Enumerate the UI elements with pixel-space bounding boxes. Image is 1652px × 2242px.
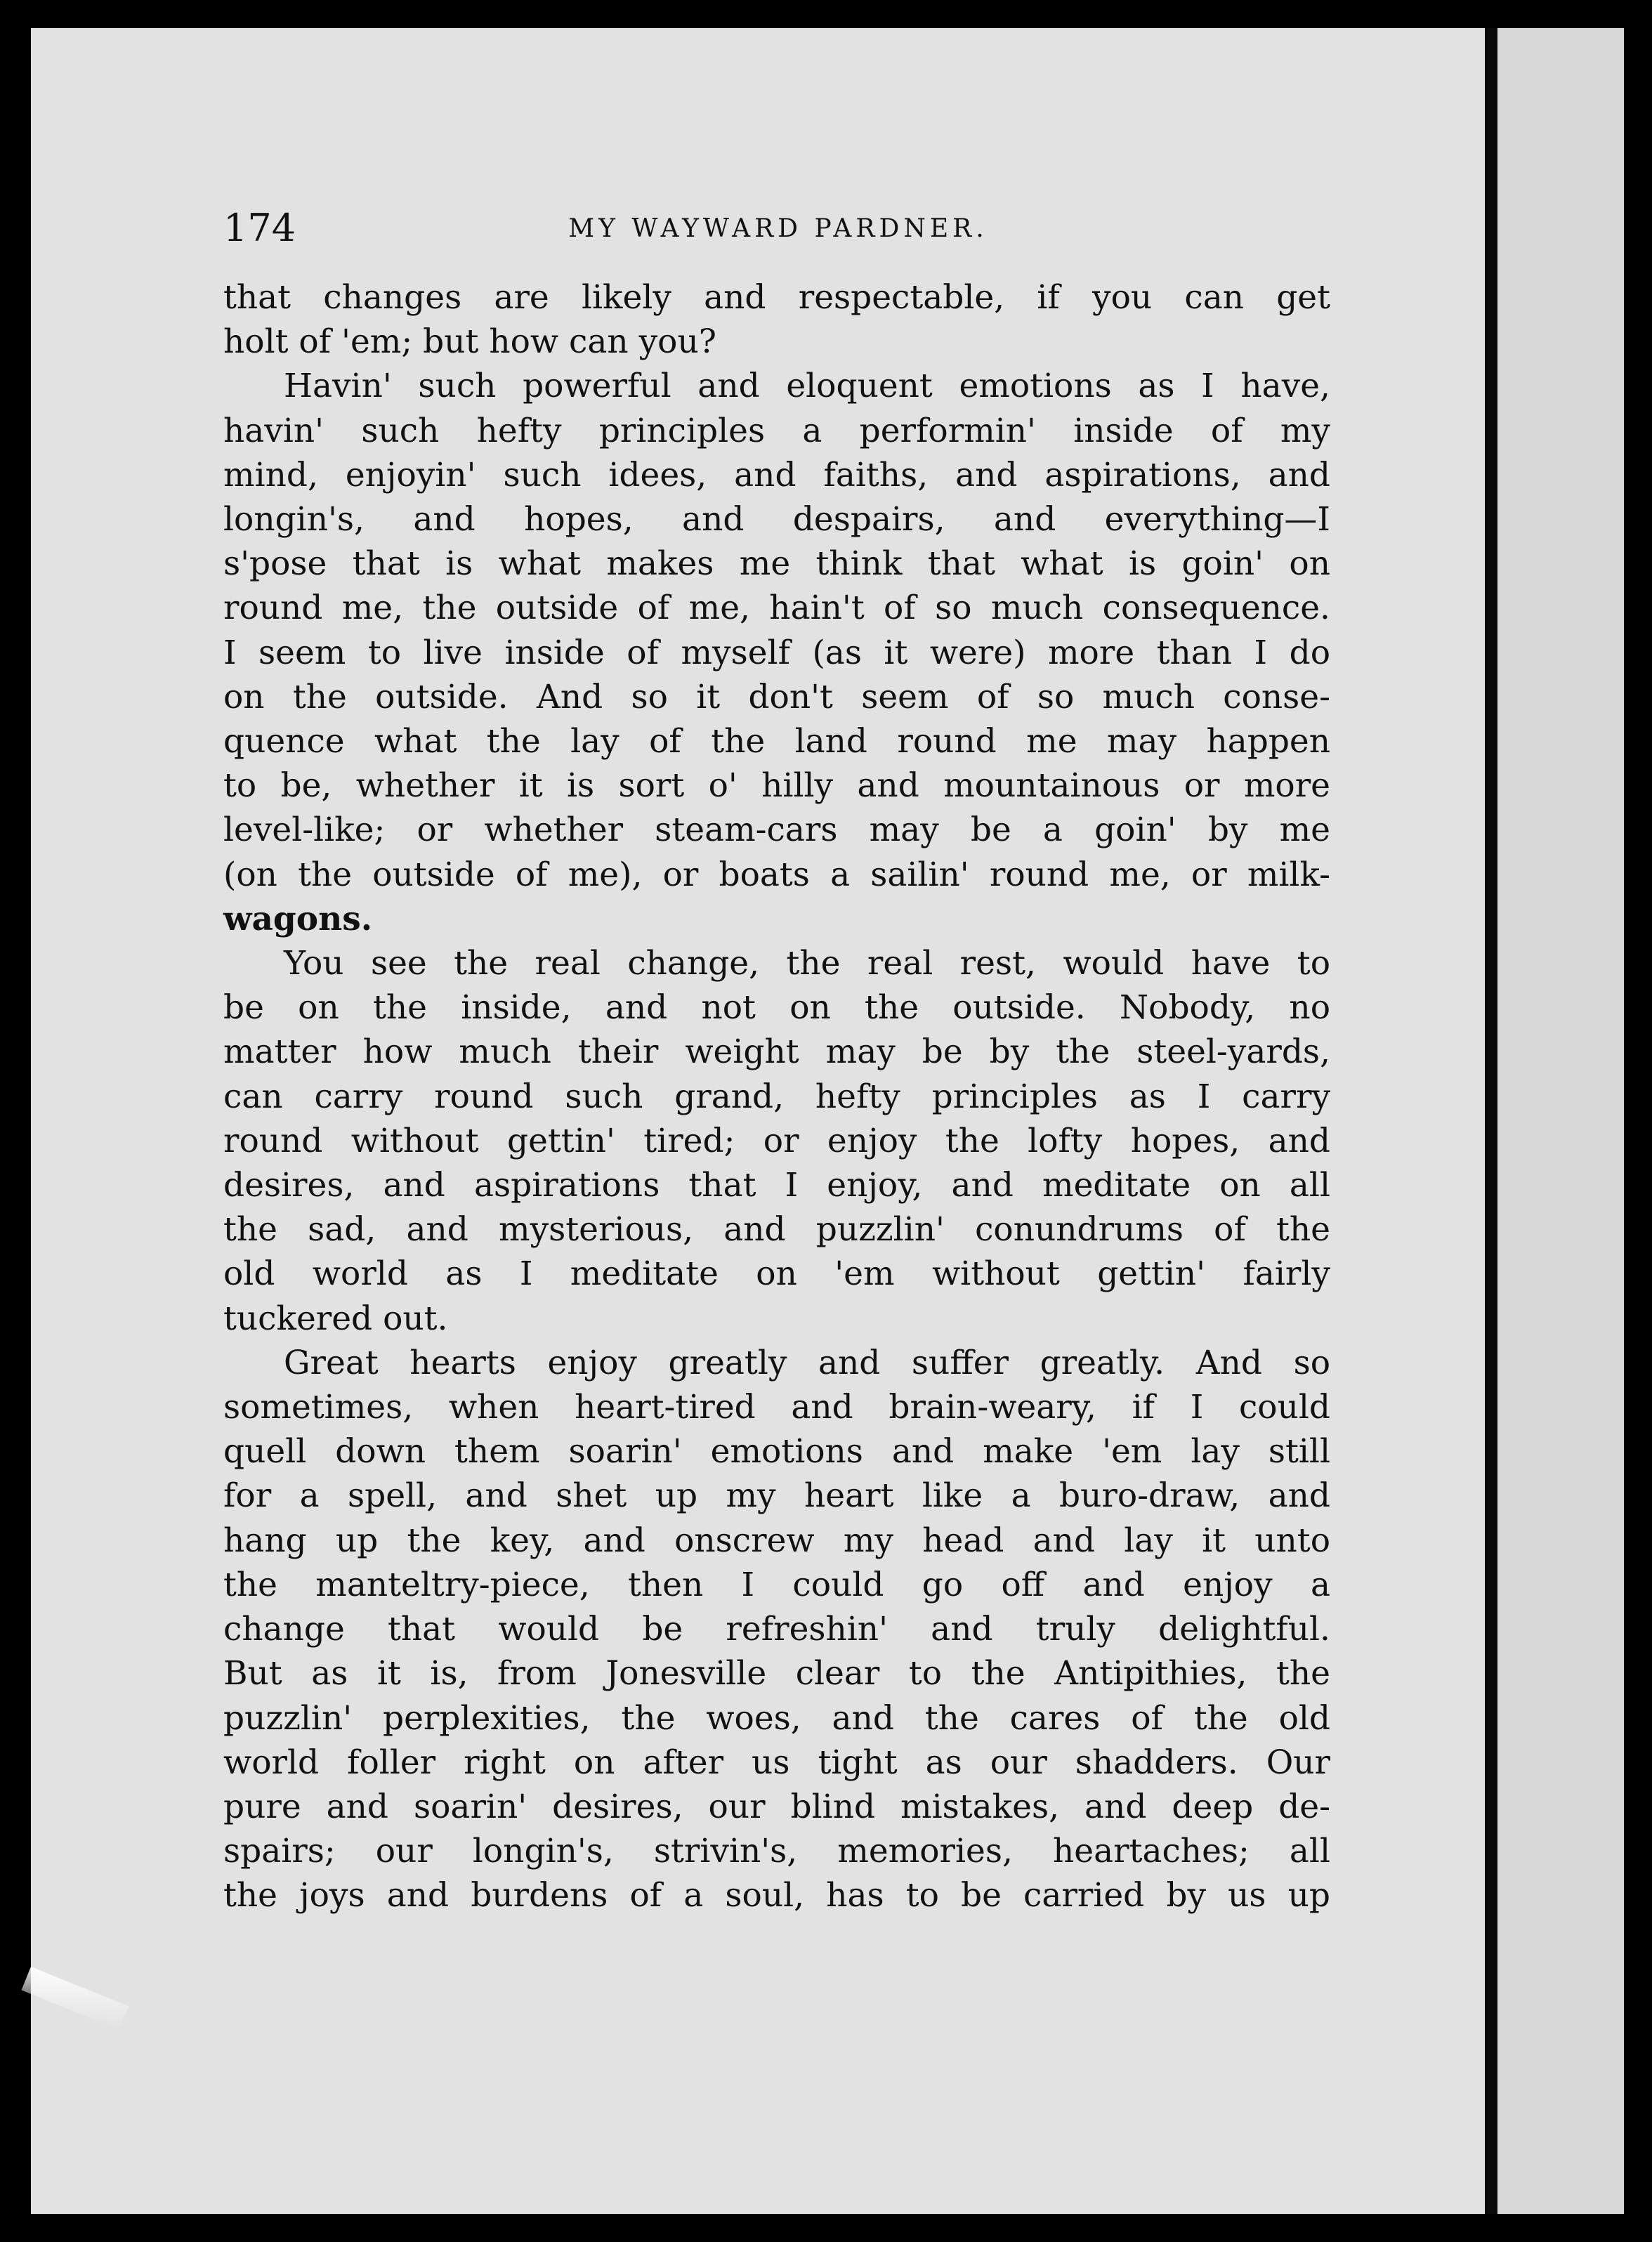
- text-line: hang up the key, and onscrew my head and lay it unto: [223, 1521, 1330, 1560]
- text-line: world foller right on after us tight as our shadders. Our: [223, 1743, 1330, 1782]
- text-line: pure and soarin' desires, our blind mistakes, and deep de-: [223, 1787, 1330, 1826]
- text-line: round me, the outside of me, hain't of so much consequence.: [223, 589, 1330, 628]
- page-number: 174: [223, 206, 296, 250]
- paragraph: [223, 275, 1330, 364]
- text-line: But as it is, from Jonesville clear to the Antipithies, the: [223, 1654, 1330, 1693]
- body-text: [223, 275, 1330, 1918]
- text-line: Great hearts enjoy greatly and suffer greatly. And so: [284, 1343, 1330, 1382]
- text-line: to be, whether it is sort o' hilly and mountainous or more: [223, 766, 1330, 806]
- paragraph: [223, 941, 1330, 1341]
- text-line: the manteltry-piece, then I could go off and enjoy a: [223, 1565, 1330, 1604]
- text-line: quell down them soarin' emotions and make 'em lay still: [223, 1432, 1330, 1471]
- text-line: spairs; our longin's, strivin's, memories, heartaches; all: [223, 1832, 1330, 1871]
- text-line: holt of 'em; but how can you?: [223, 322, 716, 362]
- text-line: (on the outside of me), or boats a sailin' round me, or milk-: [223, 855, 1330, 894]
- text-line: desires, and aspirations that I enjoy, and meditate on all: [223, 1166, 1330, 1205]
- paragraph: [223, 1341, 1330, 1918]
- text-line: can carry round such grand, hefty principles as I carry: [223, 1077, 1330, 1116]
- text-line: change that would be refreshin' and truly delightful.: [223, 1610, 1330, 1649]
- text-line: puzzlin' perplexities, the woes, and the cares of the old: [223, 1698, 1330, 1738]
- running-head: MY WAYWARD PARDNER.: [568, 214, 988, 243]
- text-line: level-like; or whether steam-cars may be a goin' by me: [223, 811, 1330, 850]
- text-line: be on the inside, and not on the outside. Nobody, no: [223, 988, 1330, 1028]
- text-line: Havin' such powerful and eloquent emotions as I have,: [284, 367, 1330, 406]
- text-line: wagons.: [223, 899, 373, 938]
- page-header: [223, 204, 1333, 253]
- next-page-margin: [1497, 28, 1624, 2214]
- text-line: You see the real change, the real rest, would have to: [284, 944, 1330, 983]
- text-line: tuckered out.: [223, 1299, 448, 1338]
- text-line: the sad, and mysterious, and puzzlin' conundrums of the: [223, 1210, 1330, 1250]
- text-line: sometimes, when heart-tired and brain-weary, if I could: [223, 1388, 1330, 1427]
- text-line: s'pose that is what makes me think that what is goin' on: [223, 544, 1330, 584]
- text-line: longin's, and hopes, and despairs, and everything—I: [223, 500, 1330, 539]
- text-line: the joys and burdens of a soul, has to be carried by us up: [223, 1876, 1330, 1915]
- text-line: I seem to live inside of myself (as it were) more than I do: [223, 633, 1330, 672]
- text-line: that changes are likely and respectable, if you can get: [223, 278, 1330, 317]
- text-line: mind, enjoyin' such idees, and faiths, and aspirations, and: [223, 455, 1330, 494]
- page-edge-shadow: [1485, 28, 1497, 2214]
- text-line: for a spell, and shet up my heart like a buro-draw, and: [223, 1476, 1330, 1516]
- text-line: old world as I meditate on 'em without gettin' fairly: [223, 1254, 1330, 1294]
- text-line: quence what the lay of the land round me may happen: [223, 722, 1330, 761]
- text-line: havin' such hefty principles a performin' inside of my: [223, 411, 1330, 450]
- text-line: round without gettin' tired; or enjoy the lofty hopes, and: [223, 1121, 1330, 1160]
- text-line: matter how much their weight may be by the steel-yards,: [223, 1032, 1330, 1072]
- paragraph: [223, 364, 1330, 941]
- text-line: on the outside. And so it don't seem of so much conse-: [223, 677, 1330, 716]
